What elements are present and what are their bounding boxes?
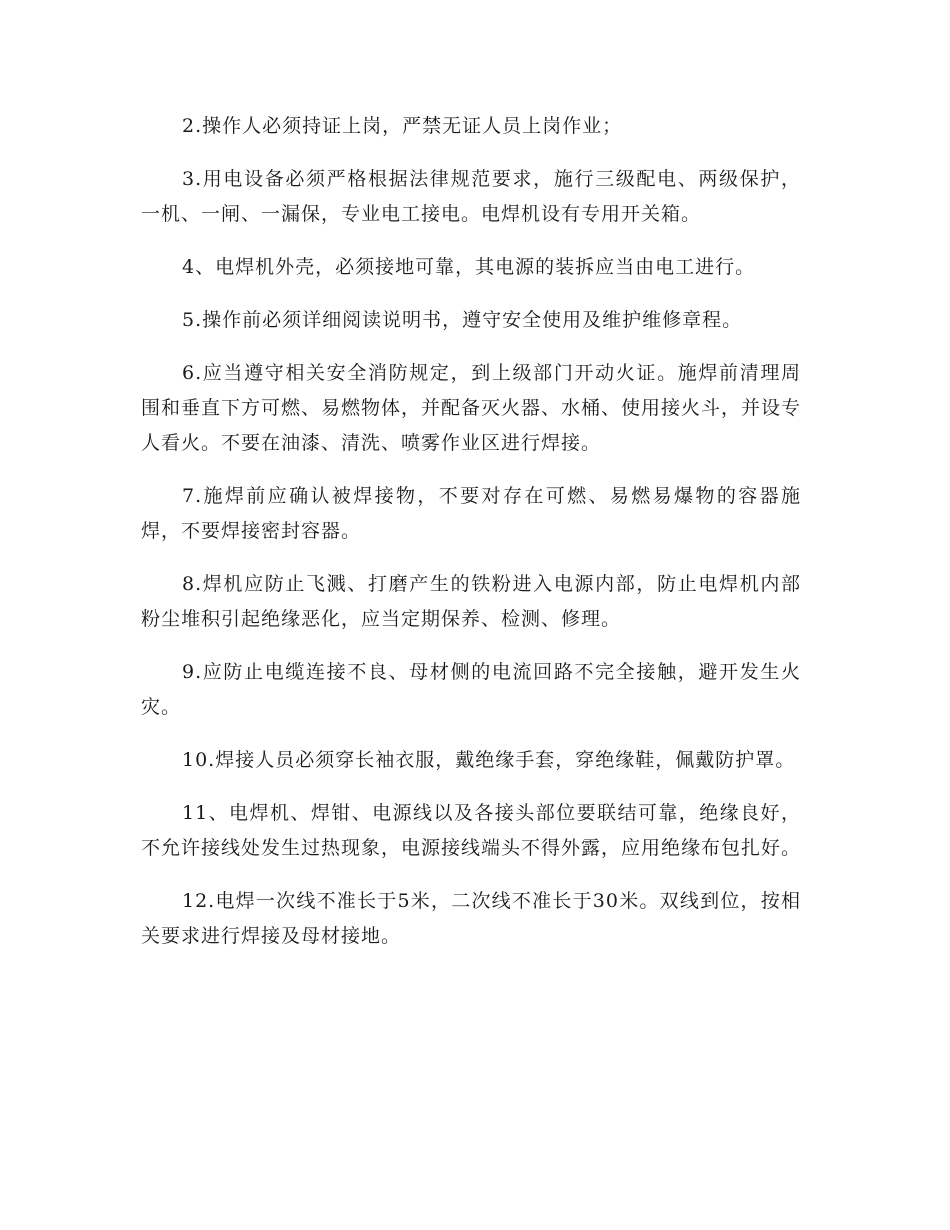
paragraph-item-3: 3.用电设备必须严格根据法律规范要求，施行三级配电、两级保护，一机、一闸、一漏保，专业电工接电。电焊机设有专用开关箱。 xyxy=(141,168,801,225)
paragraph-item-7: 7.施焊前应确认被焊接物，不要对存在可燃、易燃易爆物的容器施焊，不要焊接密封容器。 xyxy=(141,485,801,542)
document-body xyxy=(141,109,801,972)
paragraph-item-12: 12.电焊一次线不准长于5米，二次线不准长于30米。双线到位，按相关要求进行焊接及母材接地。 xyxy=(141,890,801,947)
paragraph-item-4: 4、电焊机外壳，必须接地可靠，其电源的装拆应当由电工进行。 xyxy=(182,256,756,278)
paragraph-item-6: 6.应当遵守相关安全消防规定，到上级部门开动火证。施焊前清理周围和垂直下方可燃、易燃物体，并配备灭火器、水桶、使用接火斗，并设专人看火。不要在油漆、清洗、喷雾作业区进行焊接。 xyxy=(141,362,802,454)
paragraph-item-9: 9.应防止电缆连接不良、母材侧的电流回路不完全接触，避开发生火灾。 xyxy=(141,661,801,718)
paragraph-item-8: 8.焊机应防止飞溅、打磨产生的铁粉进入电源内部，防止电焊机内部粉尘堆积引起绝缘恶化，应当定期保养、检测、修理。 xyxy=(141,573,801,630)
paragraph-item-2: 2.操作人必须持证上岗，严禁无证人员上岗作业； xyxy=(182,115,623,137)
paragraph-item-5: 5.操作前必须详细阅读说明书，遵守安全使用及维护维修章程。 xyxy=(182,309,743,331)
paragraph-item-11: 11、电焊机、焊钳、电源线以及各接头部位要联结可靠，绝缘良好，不允许接线处发生过热现象，电源接线端头不得外露，应用绝缘布包扎好。 xyxy=(141,802,802,859)
paragraph-item-10: 10.焊接人员必须穿长袖衣服，戴绝缘手套，穿绝缘鞋，佩戴防护罩。 xyxy=(182,749,796,771)
